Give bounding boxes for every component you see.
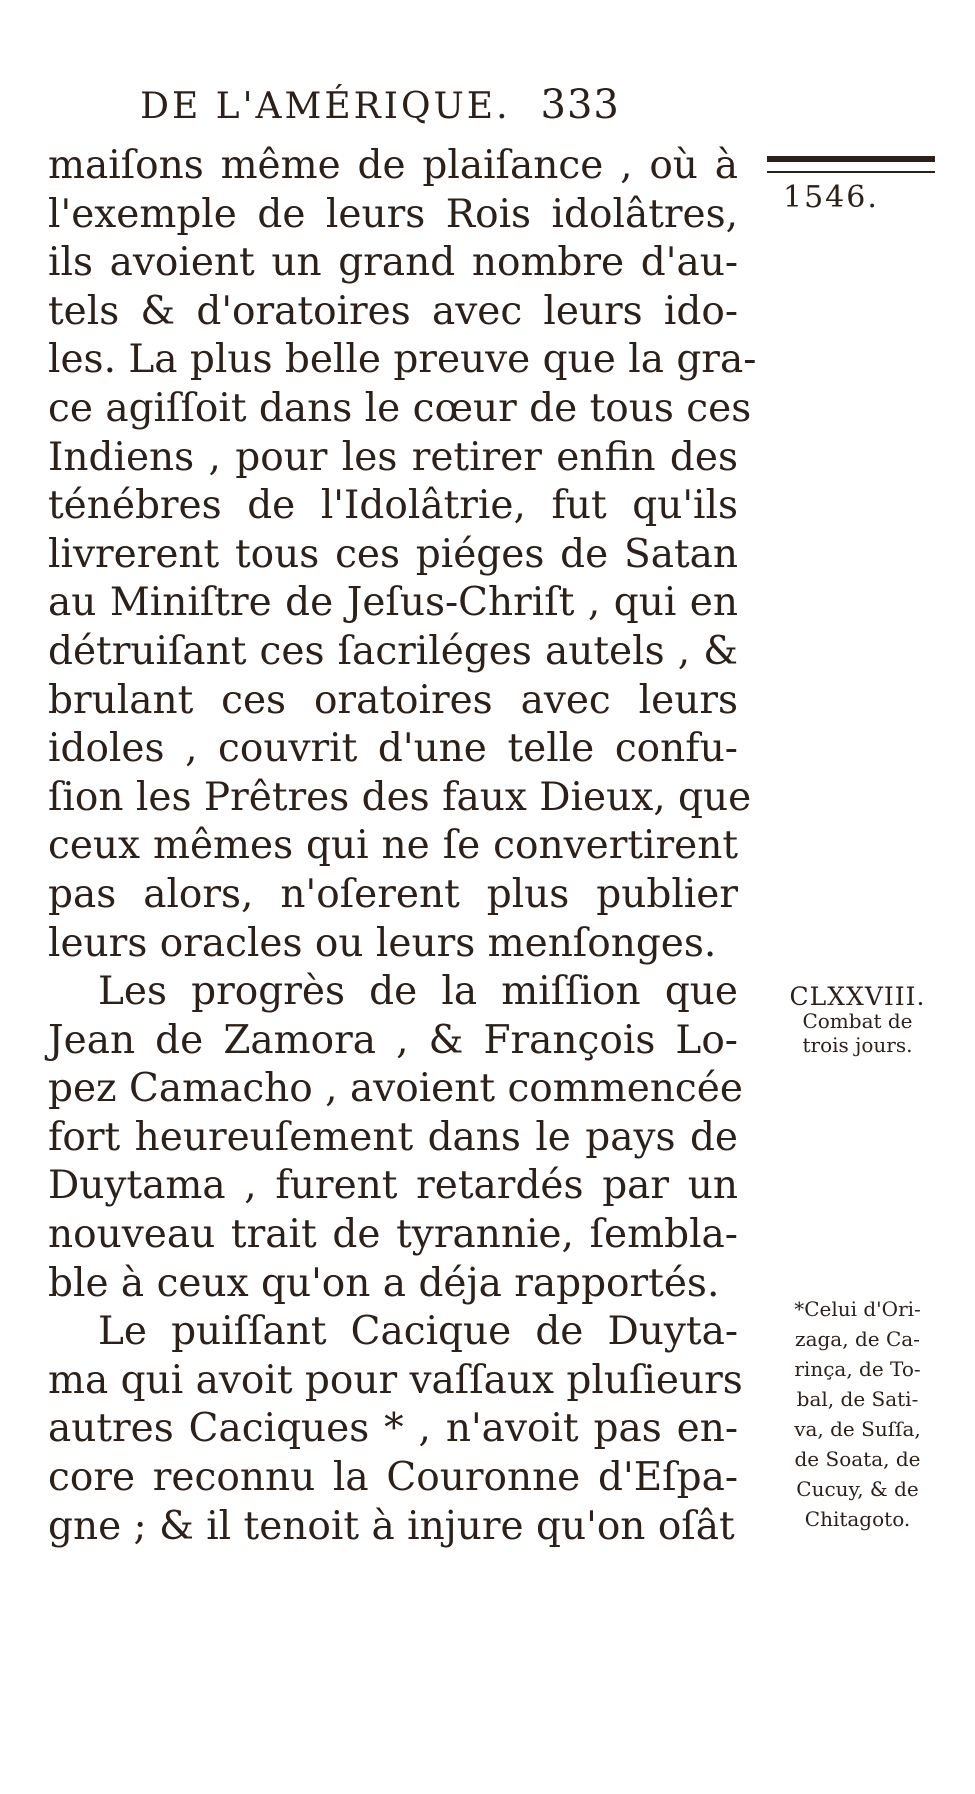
text-line: maiſons même de plaiſance , où à	[48, 143, 738, 188]
chapter-marginal-note	[755, 982, 960, 1057]
chapter-title-line: Combat de	[802, 1009, 913, 1033]
text-line: nouveau trait de tyrannie, ſembla-	[48, 1212, 738, 1258]
text-line: les. La plus belle preuve que la gra-	[48, 337, 757, 383]
text-line: Jean de Zamora , & François Lo-	[48, 1017, 738, 1063]
margin-year: 1546.	[783, 180, 879, 215]
text-line: idoles , couvrit d'une telle confu-	[48, 726, 738, 772]
text-line: tels & d'oratoires avec leurs ido-	[48, 288, 738, 334]
text-line: gne ; & il tenoit à injure qu'on oſât	[48, 1503, 735, 1549]
text-line: ſion les Prêtres des faux Dieux, que	[48, 774, 752, 820]
footnote-line: de Soata, de	[794, 1447, 921, 1471]
chapter-number: CLXXVIII.	[789, 982, 926, 1011]
footnote-line: Cucuy, & de	[796, 1477, 919, 1501]
margin-rule-thin	[767, 171, 935, 173]
running-title: DE L'AMÉRIQUE.	[140, 86, 511, 127]
text-line: ble à ceux qu'on a déja rapportés.	[48, 1260, 720, 1306]
page-number: 333	[540, 82, 620, 128]
text-line: Indiens , pour les retirer enfin des	[48, 434, 738, 480]
footnote-line: Chitagoto.	[804, 1507, 911, 1531]
text-line: Le puiſſant Cacique de Duyta-	[98, 1309, 738, 1355]
text-line: ils avoient un grand nombre d'au-	[48, 240, 738, 286]
footnote-line: *Celui d'Ori-	[794, 1297, 921, 1321]
text-line: Duytama , furent retardés par un	[48, 1163, 738, 1209]
text-line: brulant ces oratoires avec leurs	[48, 677, 738, 723]
margin-rule-thick	[767, 156, 935, 162]
text-line: autres Caciques * , n'avoit pas en-	[48, 1406, 738, 1452]
text-line: pez Camacho , avoient commencée	[48, 1066, 743, 1112]
footnote-line: zaga, de Ca-	[795, 1327, 920, 1351]
footnote-line: bal, de Sati-	[796, 1387, 919, 1411]
text-line: core reconnu la Couronne d'Eſpa-	[48, 1455, 738, 1501]
body-text	[48, 142, 757, 1551]
running-header	[0, 82, 760, 128]
text-line: ceux mêmes qui ne ſe convertirent	[48, 823, 738, 869]
chapter-title-line: trois jours.	[802, 1033, 913, 1057]
text-line: au Miniſtre de Jeſus-Chriſt , qui en	[48, 580, 738, 626]
text-line: ma qui avoit pour vaſſaux pluſieurs	[48, 1357, 743, 1403]
text-line: Les progrès de la miſſion que	[98, 969, 738, 1015]
text-line: ténébres de l'Idolâtrie, fut qu'ils	[48, 483, 738, 529]
text-line: leurs oracles ou leurs menſonges.	[48, 920, 717, 966]
text-line: pas alors, n'oſerent plus publier	[48, 871, 738, 917]
text-line: détruiſant ces ſacriléges autels , &	[48, 628, 738, 674]
footnote-marginal	[755, 1294, 960, 1534]
text-line: fort heureuſement dans le pays de	[48, 1114, 738, 1160]
footnote-line: va, de Suſſa,	[794, 1417, 921, 1441]
text-line: livrerent tous ces piéges de Satan	[48, 531, 738, 577]
footnote-line: rinça, de To-	[794, 1357, 921, 1381]
text-line: ce agiſſoit dans le cœur de tous ces	[48, 385, 752, 431]
text-line: l'exemple de leurs Rois idolâtres,	[48, 191, 738, 237]
